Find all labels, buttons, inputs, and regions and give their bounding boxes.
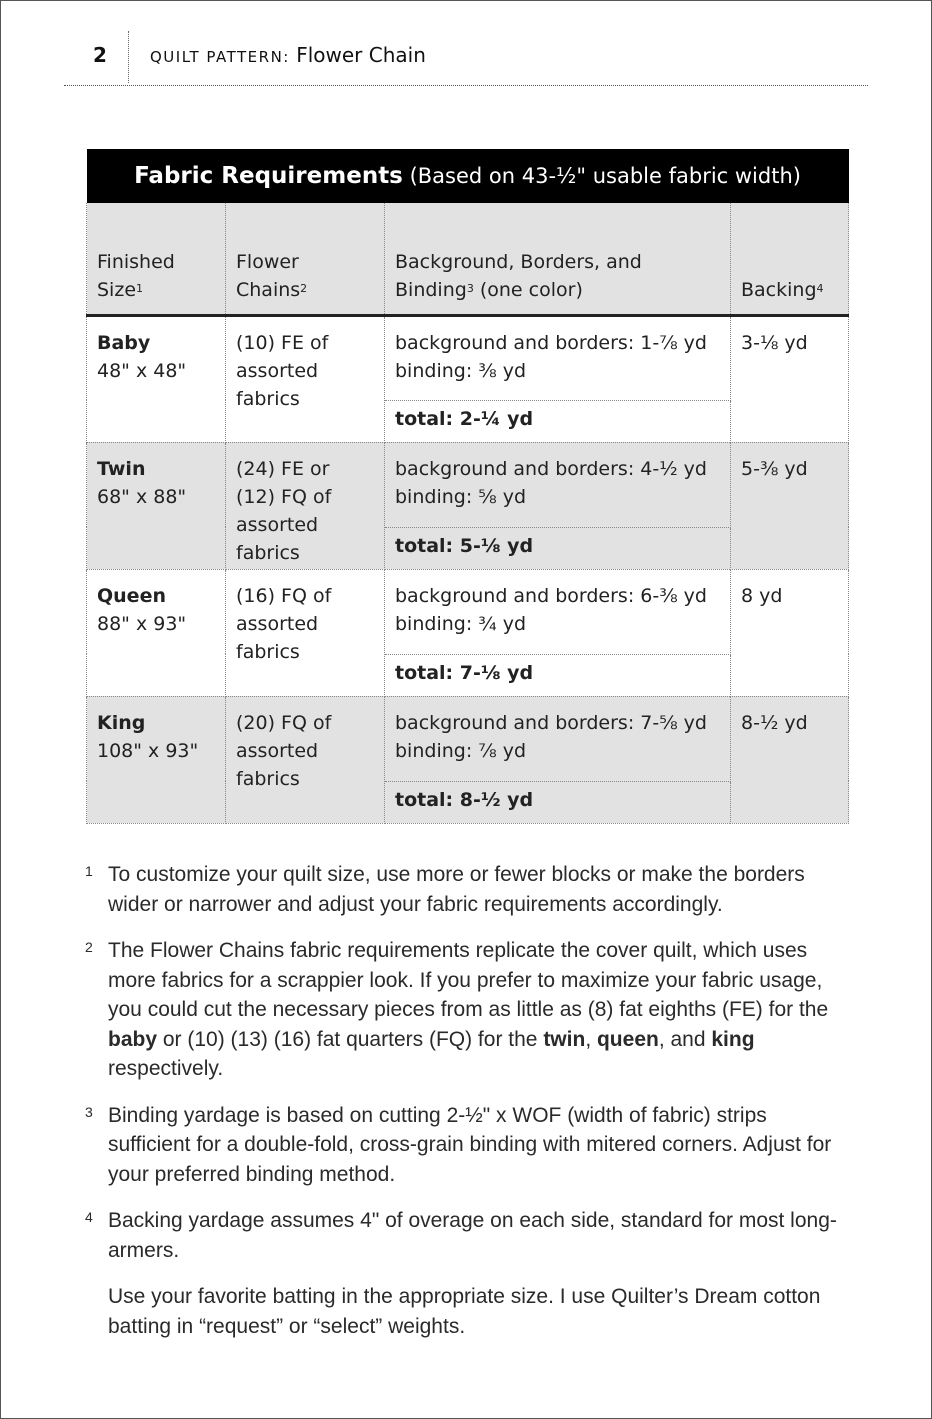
table-title [87,149,849,203]
batting-note [85,1282,855,1341]
size-dimensions: 88" x 93" [97,612,187,635]
chains-line: (12) FQ of [236,485,332,508]
footnote-text: Backing yardage assumes 4" of overage on each side, standard for most long-armers. [108,1209,837,1262]
size-name: Baby [97,331,151,354]
total-cell [385,654,731,696]
footnote-text: , and [658,1027,712,1051]
column-header-background [385,203,731,315]
background-cell [385,442,731,527]
footnote-marker: 4 [816,281,824,295]
footnote-2 [85,936,855,1084]
header-label: QUILT PATTERN: [150,48,290,66]
size-term: baby [108,1027,158,1051]
footnote-number: 3 [85,1103,93,1120]
footnote-4 [85,1206,855,1265]
column-header-chains-line2: Chains [236,278,301,301]
footnote-text: To customize your quilt size, use more or fewer blocks or make the borders wider or narrower and adjust your fabric requirements accordingly. [108,863,805,916]
column-header-chains-line1: Flower [236,250,299,273]
chains-cell [226,569,385,696]
chains-line: (10) FE of [236,331,329,354]
size-term: king [711,1027,755,1051]
total-amount: total: 2-¼ yd [395,407,534,430]
column-header-chains [226,203,385,315]
size-dimensions: 48" x 48" [97,359,187,382]
footnote-marker: 1 [136,281,144,295]
pattern-title: Flower Chain [296,43,426,67]
table-row [87,442,849,527]
chains-line: assorted [236,513,319,536]
size-dimensions: 68" x 88" [97,485,187,508]
footnote-3 [85,1101,855,1190]
batting-text: Use your favorite batting in the appropriate size. I use Quilter’s Dream cotton batting in “request” or “select” weights. [108,1285,821,1338]
size-name: King [97,711,146,734]
footnote-text: The Flower Chains fabric requirements replicate the cover quilt, which uses more fabrics for a scrappier look. If you prefer to maximize your fabric usage, you could cut the necessary pieces from as little as (8) fat eighths (FE) for the [108,939,829,1021]
binding-amount: binding: ¾ yd [395,612,527,635]
header-rule [64,85,868,86]
chains-line: fabrics [236,767,300,790]
column-header-size-line1: Finished [97,250,175,273]
size-term: queen [596,1027,659,1051]
column-header-size-line2: Size [97,278,137,301]
chains-line: assorted [236,359,319,382]
column-header-size [87,203,226,315]
background-cell [385,569,731,654]
backing-amount: 8 yd [741,584,783,607]
total-cell [385,781,731,823]
running-header [150,43,426,67]
size-cell [87,569,226,696]
chains-line: fabrics [236,541,300,564]
page-number: 2 [93,43,107,67]
table-row [87,696,849,781]
footnote-marker: 3 [466,281,474,295]
footnote-1 [85,860,855,919]
column-header-background-line2: Binding [395,278,467,301]
size-cell [87,696,226,823]
footnotes [85,860,855,1358]
table-row [87,569,849,654]
backing-cell [731,315,849,442]
total-amount: total: 5-⅛ yd [395,534,534,557]
chains-line: (24) FE or [236,457,330,480]
column-header-backing-line1: Backing [741,278,817,301]
backing-amount: 8-½ yd [741,711,808,734]
column-header-background-suffix: (one color) [473,278,583,301]
footnote-number: 1 [85,863,93,879]
chains-cell [226,696,385,823]
column-header-backing [731,203,849,315]
total-cell [385,527,731,569]
background-amount: background and borders: 1-⅞ yd [395,331,707,354]
total-amount: total: 8-½ yd [395,788,534,811]
footnote-text: , [585,1027,597,1051]
binding-amount: binding: ⅝ yd [395,485,527,508]
backing-cell [731,696,849,823]
backing-amount: 3-⅛ yd [741,331,808,354]
header-divider [128,31,129,83]
footnote-text: or (10) (13) (16) fat quarters (FQ) for the [157,1027,544,1051]
backing-cell [731,569,849,696]
footnote-text: Binding yardage is based on cutting 2-½" x WOF (width of fabric) strips sufficient for a double-fold, cross-grain binding with mitered corners. Adjust for your preferred binding method. [108,1103,832,1186]
background-amount: background and borders: 7-⅝ yd [395,711,707,734]
table-row [87,315,849,400]
total-amount: total: 7-⅛ yd [395,661,534,684]
size-name: Queen [97,584,166,607]
chains-line: assorted [236,739,319,762]
backing-amount: 5-⅜ yd [741,457,808,480]
chains-cell [226,442,385,569]
binding-amount: binding: ⅜ yd [395,359,527,382]
chains-line: fabrics [236,640,300,663]
column-header-background-line1: Background, Borders, and [395,250,642,273]
table-title-note: (Based on 43-½" usable fabric width) [409,164,801,188]
chains-line: assorted [236,612,319,635]
chains-line: (20) FQ of [236,711,332,734]
background-cell [385,696,731,781]
footnote-number: 2 [85,939,93,955]
background-amount: background and borders: 6-⅜ yd [395,584,707,607]
total-cell [385,400,731,442]
table-title-bold: Fabric Requirements [134,163,403,189]
fabric-requirements-table [86,149,849,824]
footnote-number: 4 [85,1209,93,1225]
size-cell [87,315,226,442]
chains-line: fabrics [236,387,300,410]
size-dimensions: 108" x 93" [97,739,199,762]
chains-line: (16) FQ of [236,584,332,607]
backing-cell [731,442,849,569]
background-cell [385,315,731,400]
size-cell [87,442,226,569]
footnote-text: respectively. [108,1057,224,1080]
background-amount: background and borders: 4-½ yd [395,457,707,480]
chains-cell [226,315,385,442]
size-name: Twin [97,457,146,480]
footnote-marker: 2 [300,281,308,295]
binding-amount: binding: ⅞ yd [395,739,527,762]
size-term: twin [543,1027,586,1051]
